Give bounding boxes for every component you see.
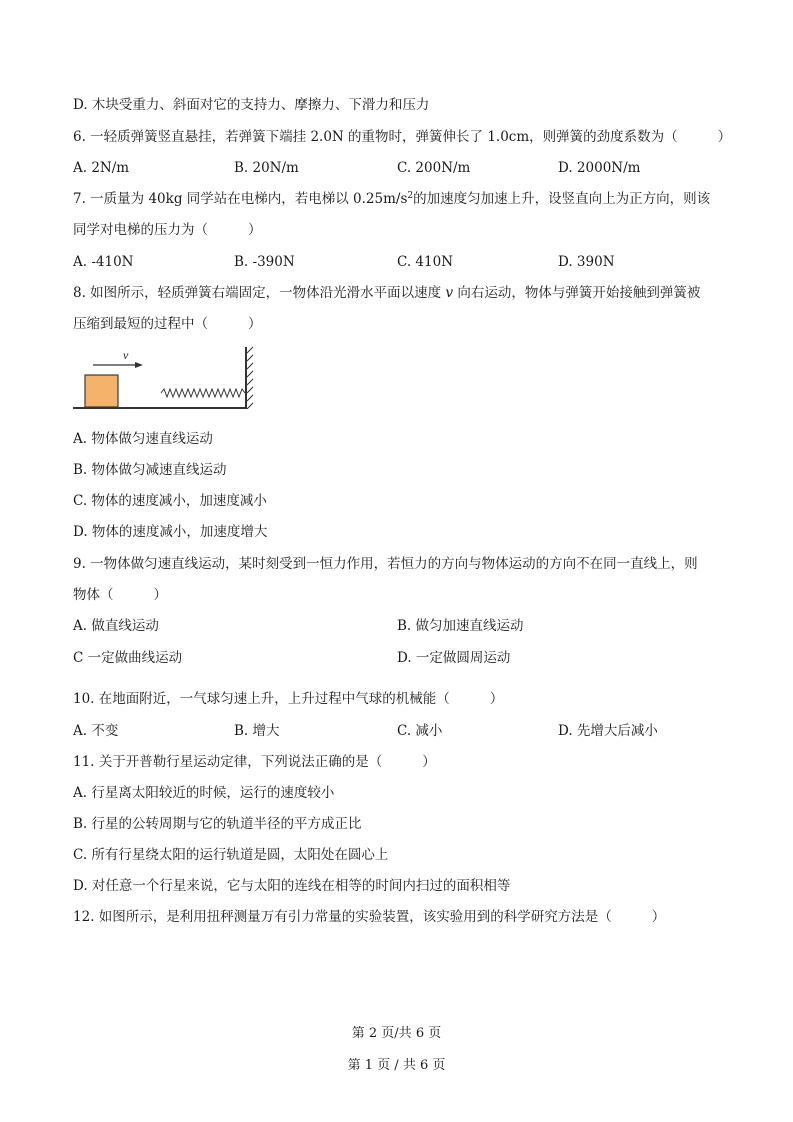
q8-option-a: A. 物体做匀速直线运动 bbox=[73, 431, 213, 447]
q7-stem-a: 7. 一质量为 40kg 同学站在电梯内，若电梯以 0.25m/s bbox=[73, 191, 408, 207]
spring bbox=[161, 389, 245, 397]
block bbox=[85, 375, 118, 407]
q7-option-c: C. 410N bbox=[397, 254, 454, 270]
wall-hatch bbox=[247, 347, 253, 409]
q8-option-b: B. 物体做匀减速直线运动 bbox=[73, 462, 227, 478]
q6-stem-text: 6. 一轻质弹簧竖直悬挂，若弹簧下端挂 2.0N 的重物时，弹簧伸长了 1.0cm，则弹簧的劲度系数为（ bbox=[73, 129, 678, 145]
q10-option-d: D. 先增大后减小 bbox=[558, 723, 658, 739]
q10-close-paren: ） bbox=[489, 691, 504, 707]
page-footer-inner: 第 2 页/共 6 页 bbox=[351, 1026, 442, 1041]
q8-velocity-symbol: v bbox=[445, 285, 454, 301]
q8-stem-line2 bbox=[73, 315, 262, 333]
q6-stem bbox=[73, 128, 731, 146]
q12-stem bbox=[73, 908, 665, 926]
q8-stem-a: 8. 如图所示，轻质弹簧右端固定，一物体沿光滑水平面以速度 bbox=[73, 285, 446, 301]
q11-option-d: D. 对任意一个行星来说，它与太阳的连线在相等的时间内扫过的面积相等 bbox=[73, 878, 511, 894]
q6-close-paren: ） bbox=[717, 129, 732, 145]
q7-line2-text: 同学对电梯的压力为（ bbox=[73, 222, 208, 238]
q9-option-c: C 一定做曲线运动 bbox=[73, 650, 183, 666]
q9-stem-line2 bbox=[73, 586, 167, 604]
q10-option-b: B. 增大 bbox=[234, 723, 280, 739]
q7-option-a: A. -410N bbox=[73, 254, 134, 270]
q11-option-a: A. 行星离太阳较近的时候，运行的速度较小 bbox=[73, 785, 335, 801]
q11-option-b: B. 行星的公转周期与它的轨道半径的平方成正比 bbox=[73, 816, 362, 832]
q10-option-a: A. 不变 bbox=[73, 723, 119, 739]
q8-stem bbox=[73, 284, 700, 302]
q9-close-paren: ） bbox=[153, 587, 167, 603]
q7-option-b: B. -390N bbox=[234, 254, 295, 270]
q8-option-c: C. 物体的速度减小，加速度减小 bbox=[73, 493, 267, 509]
q11-close-paren: ） bbox=[422, 754, 436, 770]
q8-stem-b: 向右运动，物体与弹簧开始接触到弹簧被 bbox=[453, 285, 701, 301]
q12-stem-text: 12. 如图所示，是利用扭秤测量万有引力常量的实验装置，该实验用到的科学研究方法是（ bbox=[73, 909, 612, 925]
q7-stem-b: 的加速度匀加速上升，设竖直向上为正方向，则该 bbox=[413, 191, 711, 207]
q10-option-c: C. 减小 bbox=[397, 723, 443, 739]
q9-option-d: D. 一定做圆周运动 bbox=[397, 650, 511, 666]
page-footer-outer: 第 1 页 / 共 6 页 bbox=[347, 1058, 446, 1073]
q6-option-b: B. 20N/m bbox=[234, 160, 299, 176]
q8-option-d: D. 物体的速度减小，加速度增大 bbox=[73, 524, 268, 540]
velocity-arrow-head bbox=[135, 362, 143, 368]
q9-option-a: A. 做直线运动 bbox=[73, 618, 159, 634]
q11-stem bbox=[73, 753, 436, 771]
q8-spring-block-figure bbox=[73, 345, 255, 415]
q10-stem-text: 10. 在地面附近，一气球匀速上升，上升过程中气球的机械能（ bbox=[73, 691, 450, 707]
q7-sup: 2 bbox=[407, 191, 414, 201]
velocity-label: v bbox=[123, 348, 129, 362]
q9-option-b: B. 做匀加速直线运动 bbox=[397, 618, 524, 634]
q11-stem-text: 11. 关于开普勒行星运动定律，下列说法正确的是（ bbox=[73, 754, 383, 770]
q9-stem: 9. 一物体做匀速直线运动，某时刻受到一恒力作用，若恒力的方向与物体运动的方向不在同一直线上，则 bbox=[73, 556, 698, 572]
q7-option-d: D. 390N bbox=[558, 254, 615, 270]
q6-option-c: C. 200N/m bbox=[397, 160, 471, 176]
q8-line2-text: 压缩到最短的过程中（ bbox=[73, 316, 208, 332]
q6-option-d: D. 2000N/m bbox=[558, 160, 641, 176]
q5-option-d: D. 木块受重力、斜面对它的支持力、摩擦力、下滑力和压力 bbox=[73, 97, 430, 113]
q10-stem bbox=[73, 690, 503, 708]
q7-stem bbox=[73, 190, 710, 208]
q11-option-c: C. 所有行星绕太阳的运行轨道是圆，太阳处在圆心上 bbox=[73, 847, 389, 863]
q7-close-paren: ） bbox=[248, 222, 262, 238]
q8-close-paren: ） bbox=[248, 316, 262, 332]
q7-stem-line2 bbox=[73, 221, 262, 239]
q6-option-a: A. 2N/m bbox=[73, 160, 130, 176]
q12-close-paren: ） bbox=[651, 909, 666, 925]
q9-line2-text: 物体（ bbox=[73, 587, 114, 603]
